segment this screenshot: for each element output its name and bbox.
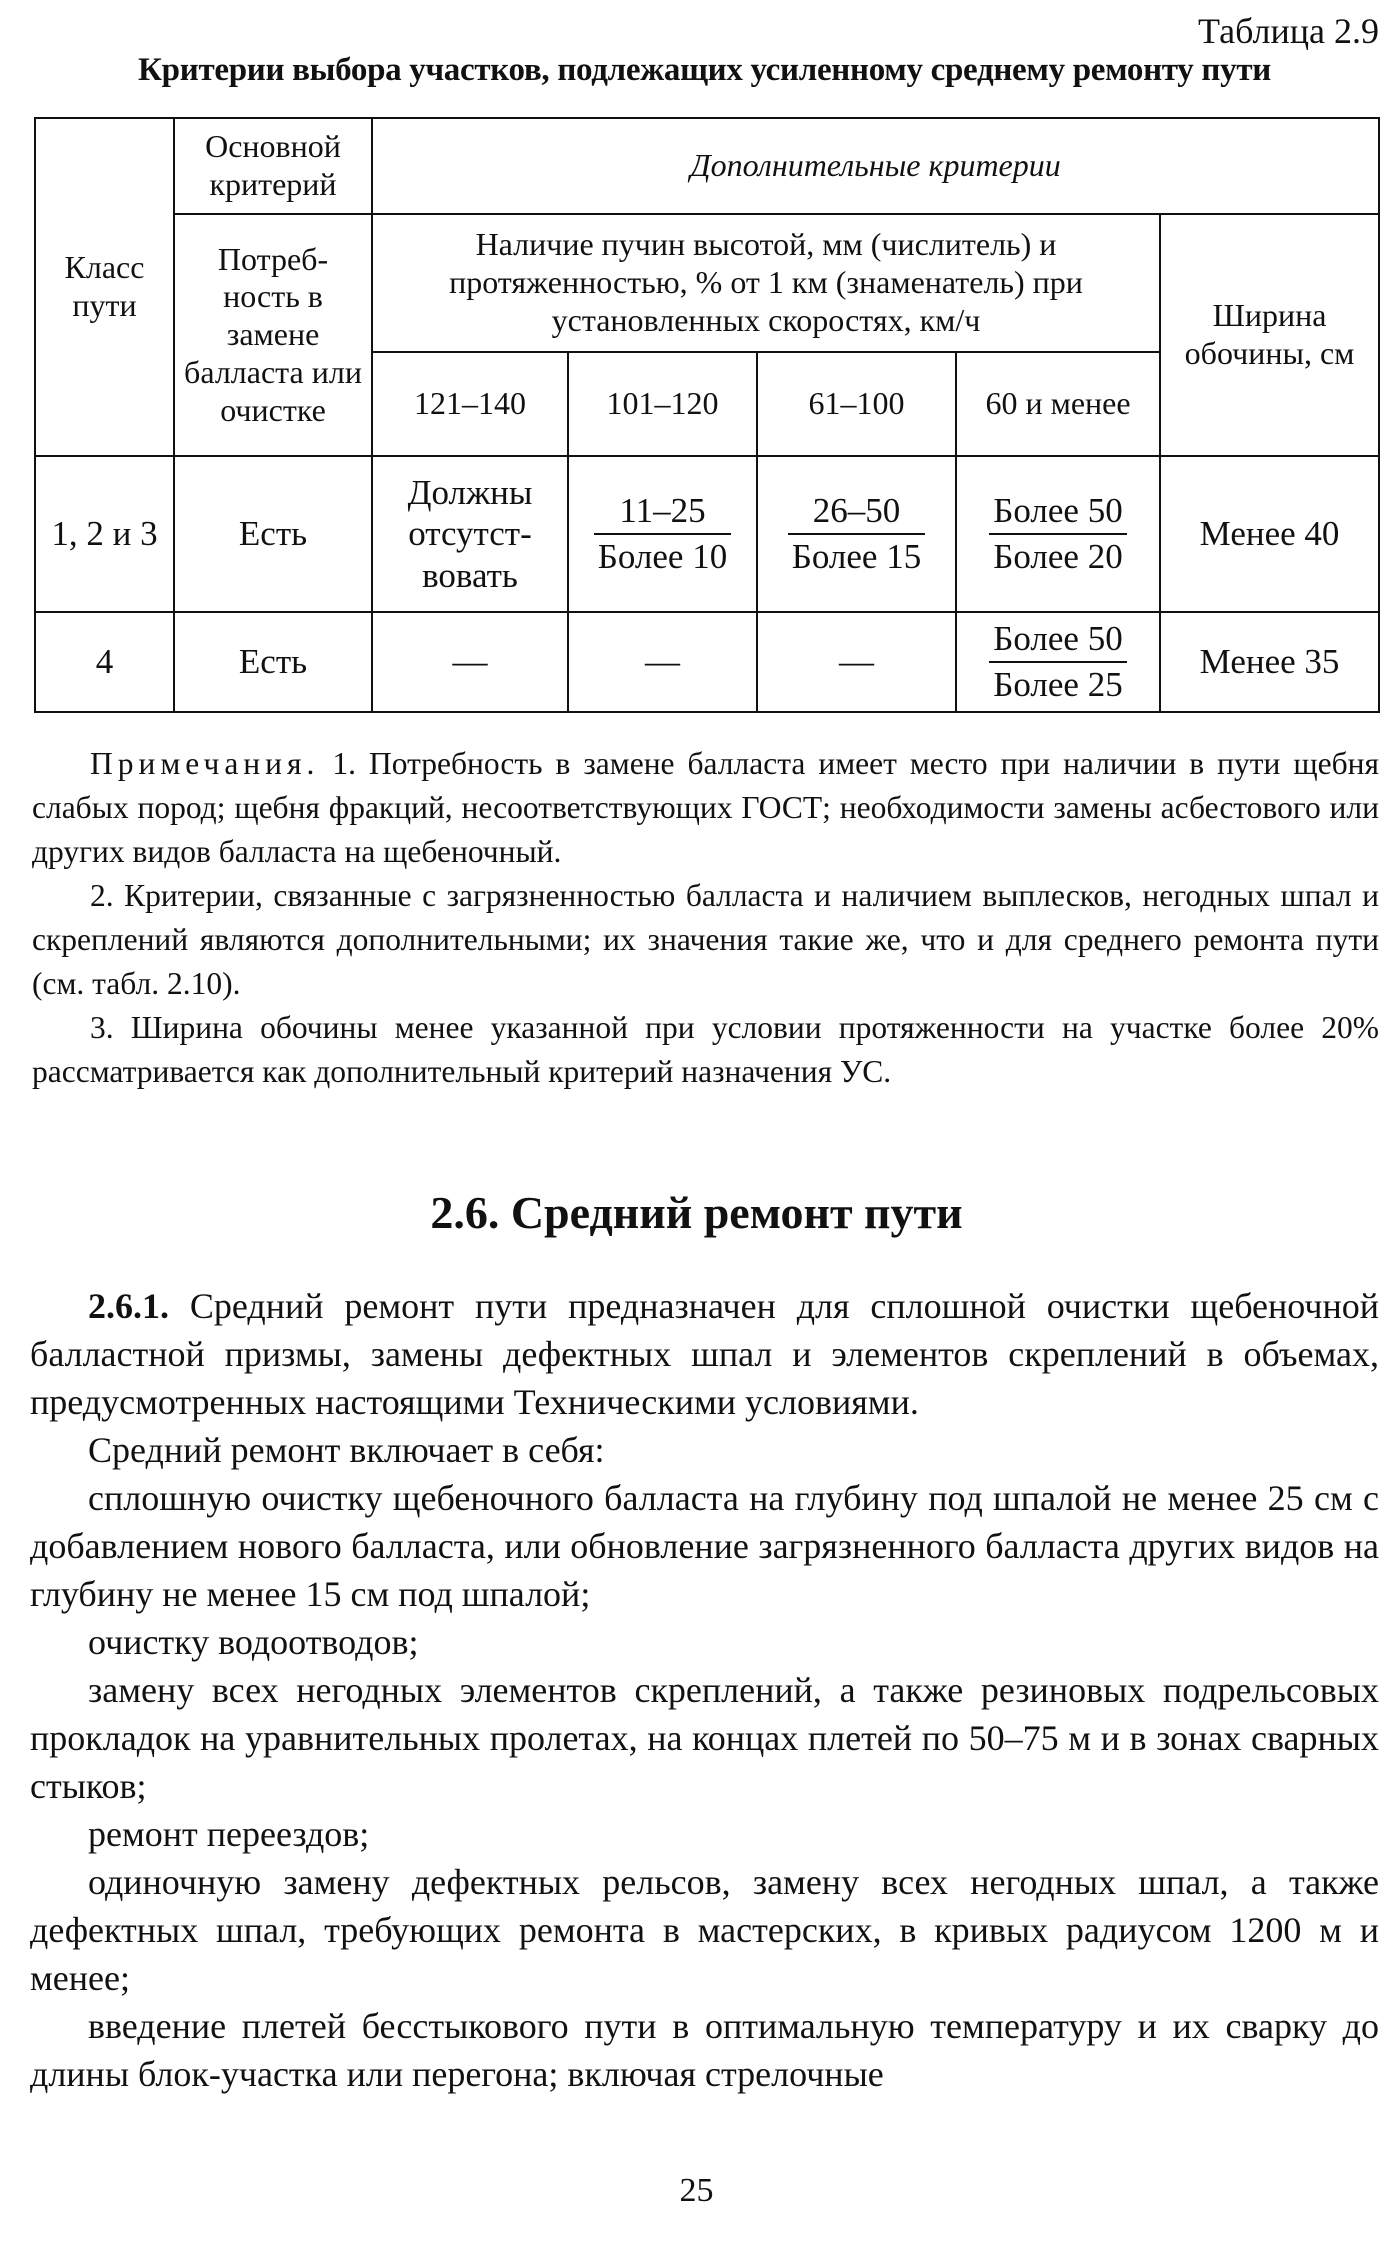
table-number: Таблица 2.9	[1198, 11, 1379, 51]
paragraph	[30, 1282, 1379, 1426]
page-number: 25	[679, 2172, 714, 2209]
cell-speed-101-120: —	[568, 612, 757, 712]
paragraph-number: 2.6.1.	[88, 1286, 169, 1326]
fraction	[989, 617, 1126, 707]
fraction-numerator: 26–50	[788, 489, 925, 535]
header-speed-61-100: 61–100	[757, 352, 956, 456]
section-body	[30, 1282, 1379, 2098]
cell-track-class: 4	[35, 612, 174, 712]
fraction	[594, 489, 731, 579]
fraction	[788, 489, 925, 579]
header-shoulder-width: Ширина обочины, см	[1160, 214, 1379, 456]
criteria-table	[34, 117, 1380, 713]
fraction-denominator: Более 15	[791, 537, 922, 576]
cell-speed-61-100: —	[757, 612, 956, 712]
header-speed-121-140: 121–140	[372, 352, 568, 456]
paragraph-text: Средний ремонт пути предназначен для сплошной очистки щебеночной балластной призмы, замены дефектных шпал и элементов скреплений в объемах, предусмотренных настоящими Техническими условиями.	[30, 1286, 1379, 1422]
header-speed-101-120: 101–120	[568, 352, 757, 456]
header-ballast-need: Потреб- ность в замене балласта или очистке	[174, 214, 372, 456]
header-additional-criteria: Дополнительные критерии	[372, 118, 1379, 214]
paragraph: очистку водоотводов;	[88, 1622, 419, 1662]
table-notes	[32, 742, 1379, 1094]
header-main-criterion: Основной критерий	[174, 118, 372, 214]
paragraph: сплошную очистку щебеночного балласта на глубину под шпалой не менее 25 см с добавлением нового балласта, или обновление загрязненного балласта других видов на глубину не менее 15 см под шпалой;	[30, 1478, 1379, 1614]
note-3: 3. Ширина обочины менее указанной при условии протяженности на участке более 20% рассматривается как дополнительный критерий назначения УС.	[32, 1010, 1379, 1089]
fraction	[989, 489, 1126, 579]
cell-ballast-need: Есть	[174, 456, 372, 612]
note-1	[32, 742, 1379, 874]
table-row	[35, 456, 1379, 612]
fraction-numerator: Более 50	[989, 617, 1126, 663]
cell-shoulder-width: Менее 35	[1160, 612, 1379, 712]
cell-speed-60-less	[956, 456, 1160, 612]
note-1-text: 1. Потребность в замене балласта имеет место при наличии в пути щебня слабых пород; щебня фракций, несоответствующих ГОСТ; необходимости замены асбестового или других видов балласта на щебеночный.	[32, 746, 1380, 869]
fraction-denominator: Более 20	[993, 537, 1123, 576]
fraction-denominator: Более 25	[993, 665, 1123, 704]
fraction-denominator: Более 10	[597, 537, 728, 576]
fraction-numerator: 11–25	[594, 489, 731, 535]
cell-ballast-need: Есть	[174, 612, 372, 712]
fraction-numerator: Более 50	[989, 489, 1126, 535]
cell-shoulder-width: Менее 40	[1160, 456, 1379, 612]
table-caption: Критерии выбора участков, подлежащих усиленному среднему ремонту пути	[138, 52, 1271, 88]
table-row	[35, 612, 1379, 712]
cell-speed-101-120	[568, 456, 757, 612]
cell-speed-121-140: —	[372, 612, 568, 712]
notes-label: Примечания.	[90, 746, 320, 781]
cell-speed-121-140: Должны отсутст- вовать	[372, 456, 568, 612]
header-heaving: Наличие пучин высотой, мм (числитель) и протяженностью, % от 1 км (знаменатель) при установленных скоростях, км/ч	[372, 214, 1160, 352]
cell-track-class: 1, 2 и 3	[35, 456, 174, 612]
cell-speed-61-100	[757, 456, 956, 612]
paragraph: введение плетей бесстыкового пути в оптимальную температуру и их сварку до длины блок-участка или перегона; включая стрелочные	[30, 2006, 1379, 2094]
paragraph: Средний ремонт включает в себя:	[88, 1430, 605, 1470]
section-title: 2.6. Средний ремонт пути	[430, 1187, 963, 1238]
note-2: 2. Критерии, связанные с загрязненностью балласта и наличием выплесков, негодных шпал и скреплений являются дополнительными; их значения такие же, что и для среднего ремонта пути (см. табл. 2.10).	[32, 878, 1379, 1001]
paragraph: одиночную замену дефектных рельсов, замену всех негодных шпал, а также дефектных шпал, требующих ремонта в мастерских, в кривых радиусом 1200 м и менее;	[30, 1862, 1379, 1998]
paragraph: замену всех негодных элементов скреплений, а также резиновых подрельсовых прокладок на уравнительных пролетах, на концах плетей по 50–75 м и в зонах сварных стыков;	[30, 1670, 1379, 1806]
header-speed-60-less: 60 и менее	[956, 352, 1160, 456]
cell-speed-60-less	[956, 612, 1160, 712]
paragraph: ремонт переездов;	[88, 1814, 370, 1854]
header-track-class: Класс пути	[35, 118, 174, 456]
